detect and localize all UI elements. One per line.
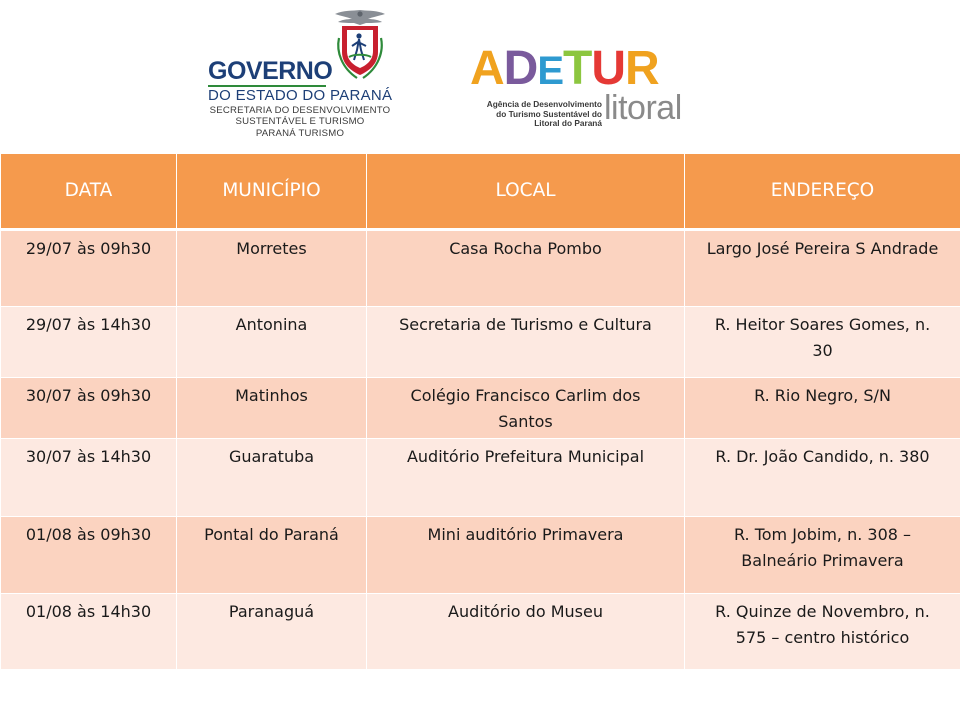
cell-address: R. Heitor Soares Gomes, n. 30 — [685, 307, 960, 378]
adetur-letter: R — [625, 42, 659, 95]
cell-date: 30/07 às 14h30 — [1, 439, 177, 517]
column-header-address: ENDEREÇO — [685, 154, 960, 230]
cell-address: R. Tom Jobim, n. 308 – Balneário Primavera — [685, 517, 960, 594]
cell-place: Mini auditório Primavera — [367, 517, 685, 594]
governo-state-name: DO ESTADO DO PARANÁ — [208, 87, 393, 104]
adetur-agency-line: Agência de Desenvolvimento — [486, 99, 602, 109]
table-row — [1, 307, 960, 378]
adetur-agency-name — [474, 100, 602, 129]
schedule-table — [0, 153, 960, 670]
table-row — [1, 378, 960, 439]
adetur-letter: D — [503, 42, 538, 95]
adetur-logo — [470, 42, 710, 140]
adetur-letter: A — [470, 42, 504, 95]
adetur-agency-line: do Turismo Sustentável do — [496, 108, 602, 119]
governo-secretaria-line-2: SUSTENTÁVEL E TURISMO — [235, 116, 365, 127]
adetur-litoral-tagline: litoral — [604, 89, 682, 127]
cell-city: Antonina — [177, 307, 367, 378]
cell-place: Colégio Francisco Carlim dos Santos — [367, 378, 685, 439]
cell-city: Pontal do Paraná — [177, 517, 367, 594]
cell-place: Casa Rocha Pombo — [367, 230, 685, 307]
cell-city: Paranaguá — [177, 594, 367, 670]
column-header-place: LOCAL — [367, 154, 685, 230]
table-header-row — [1, 154, 960, 230]
cell-place: Secretaria de Turismo e Cultura — [367, 307, 685, 378]
cell-place: Auditório Prefeitura Municipal — [367, 439, 685, 517]
adetur-letter: E — [537, 49, 564, 93]
governo-parana-turismo: PARANÁ TURISMO — [255, 128, 345, 139]
adetur-agency-line: Litoral do Paraná — [534, 118, 602, 129]
cell-address: Largo José Pereira S Andrade — [685, 230, 960, 307]
parana-coat-of-arms-icon — [333, 8, 387, 80]
cell-date: 29/07 às 09h30 — [1, 230, 177, 307]
column-header-city: MUNICÍPIO — [177, 154, 367, 230]
adetur-wordmark — [470, 42, 659, 95]
table-row — [1, 439, 960, 517]
table-row — [1, 517, 960, 594]
governo-title: GOVERNO — [208, 57, 333, 85]
adetur-letter: U — [591, 42, 626, 95]
cell-city: Matinhos — [177, 378, 367, 439]
cell-address: R. Quinze de Novembro, n. 575 – centro histórico — [685, 594, 960, 670]
governo-parana-logo — [205, 8, 405, 140]
cell-date: 29/07 às 14h30 — [1, 307, 177, 378]
table-row — [1, 230, 960, 307]
cell-date: 01/08 às 14h30 — [1, 594, 177, 670]
cell-city: Guaratuba — [177, 439, 367, 517]
column-header-date: DATA — [1, 154, 177, 230]
cell-place: Auditório do Museu — [367, 594, 685, 670]
cell-date: 30/07 às 09h30 — [1, 378, 177, 439]
adetur-letter: T — [563, 42, 592, 95]
cell-city: Morretes — [177, 230, 367, 307]
cell-date: 01/08 às 09h30 — [1, 517, 177, 594]
cell-address: R. Dr. João Candido, n. 380 — [685, 439, 960, 517]
table-row — [1, 594, 960, 670]
governo-secretaria-line: SECRETARIA DO DESENVOLVIMENTO — [209, 105, 391, 116]
cell-address: R. Rio Negro, S/N — [685, 378, 960, 439]
